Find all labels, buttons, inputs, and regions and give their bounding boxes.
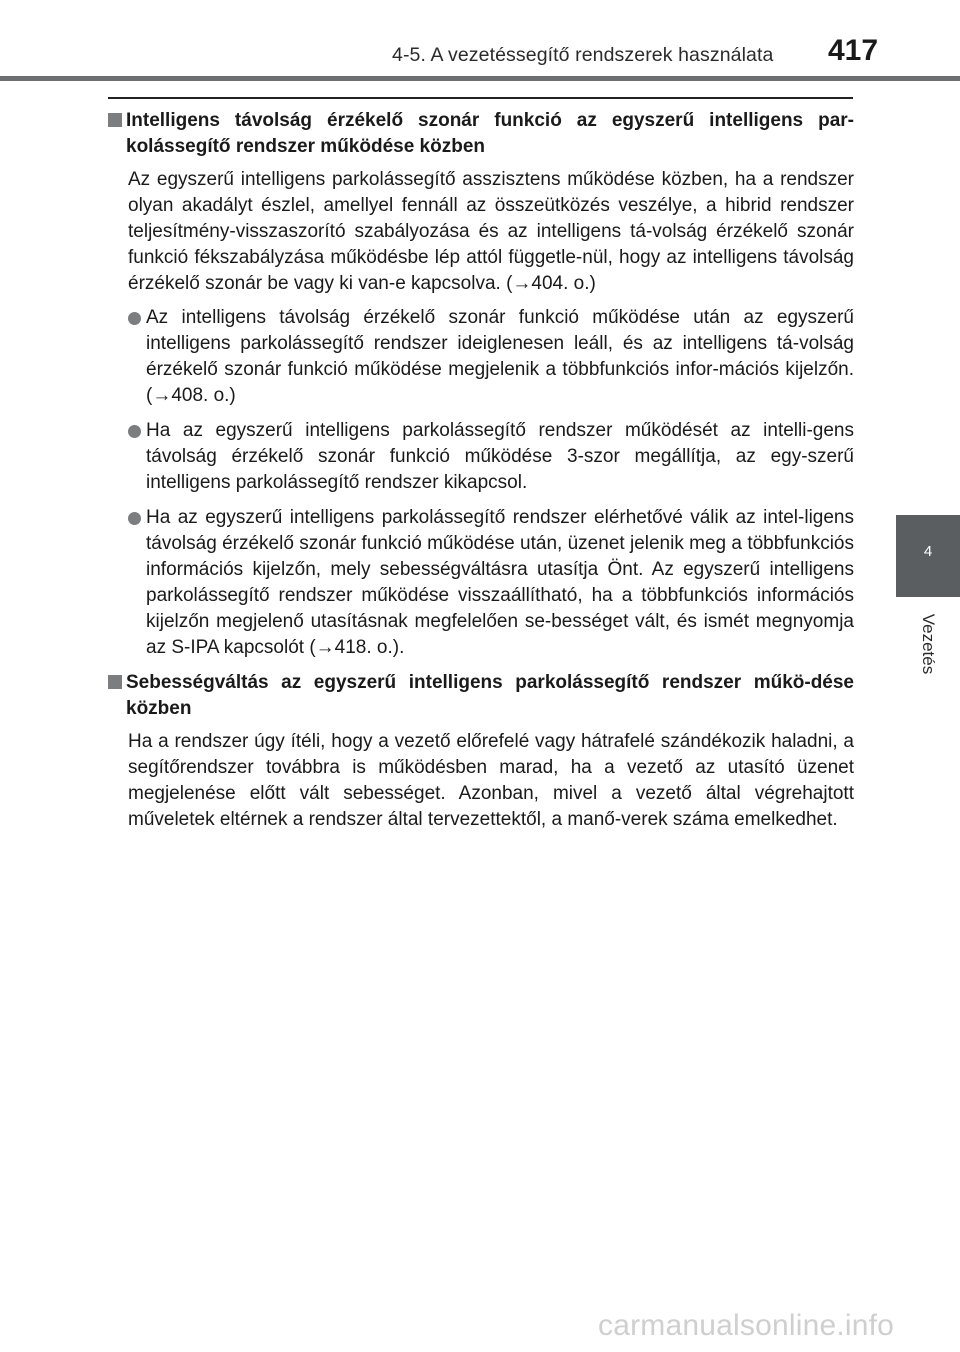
chapter-name: Vezetés [919, 613, 938, 675]
page-header [0, 0, 960, 80]
square-bullet-icon [108, 675, 122, 689]
list-item [128, 505, 854, 661]
round-bullet-icon [128, 425, 141, 438]
section-rule [108, 97, 853, 99]
section-gear-shift [108, 670, 854, 833]
list-item-text: Ha az egyszerű intelligens parkolássegítő rendszer elérhetővé válik az intel-ligens távolság érzékelő szonár funkció működése után, üzenet jelenik meg a többfunkciós információs kijelzőn, mely sebességváltásra utasítja Önt. Az egyszerű intelligens parkolássegítő rendszer működése visszaállítható, ha a többfunkciós információs kijelzőn megjelenő utasításnak megfelelően se-bességet vált, és ismét megnyomja az S-IPA kapcsolót (→418. o.). [146, 507, 854, 658]
section-title: 4-5. A vezetéssegítő rendszerek használata [392, 44, 774, 66]
section-heading-text: Intelligens távolság érzékelő szonár funkció az egyszerű intelligens par-kolássegítő rendszer működése közben [126, 110, 854, 157]
section-heading [108, 108, 854, 160]
section-sonar [108, 108, 854, 661]
list-item-text: Az intelligens távolság érzékelő szonár funkció működése után az egyszerű intelligens parkolássegítő rendszer ideiglenesen leáll, és az intelligens tá-volság érzékelő szonár funkció működése megjelenik a többfunkciós infor-mációs kijelzőn. (→408. o.) [146, 307, 854, 406]
list-item [128, 305, 854, 409]
watermark: carmanualsonline.info [598, 1309, 895, 1342]
page-number: 417 [828, 34, 879, 67]
list-item-text: Ha az egyszerű intelligens parkolássegítő rendszer működését az intelli-gens távolság érzékelő szonár funkció működése 3-szor megállítja, az egy-szerű intelligens parkolássegítő rendszer kikapcsol. [146, 420, 854, 493]
section-paragraph: Ha a rendszer úgy ítéli, hogy a vezető előrefelé vagy hátrafelé szándékozik haladni, a segítőrendszer továbbra is működésben marad, ha a vezető az utasító üzenet megjelenése előtt vált sebességet. Azonban, mivel a vezető által végrehajtott műveletek eltérnek a rendszer által tervezettektől, a manő-verek száma emelkedhet. [128, 731, 854, 830]
list-item [128, 418, 854, 496]
round-bullet-icon [128, 312, 141, 325]
chapter-number: 4 [923, 543, 933, 560]
section-heading [108, 670, 854, 722]
chapter-label [896, 597, 960, 691]
section-heading-text: Sebességváltás az egyszerű intelligens parkolássegítő rendszer műkö-dése közben [126, 672, 854, 719]
round-bullet-icon [128, 512, 141, 525]
chapter-tab [896, 515, 960, 597]
section-paragraph: Az egyszerű intelligens parkolássegítő asszisztens működése közben, ha a rendszer olyan akadályt észlel, amellyel fennáll az összeütközés veszélye, a hibrid rendszer teljesítmény-visszaszorító szabályozása és az intelligens tá-volság érzékelő szonár funkció fékszabályzása működésbe lép attól függetle-nül, hogy az intelligens távolság érzékelő szonár be vagy ki van-e kapcsolva. (→404. o.) [128, 169, 854, 294]
header-rule [0, 76, 960, 81]
square-bullet-icon [108, 113, 122, 127]
page-content [108, 108, 854, 841]
